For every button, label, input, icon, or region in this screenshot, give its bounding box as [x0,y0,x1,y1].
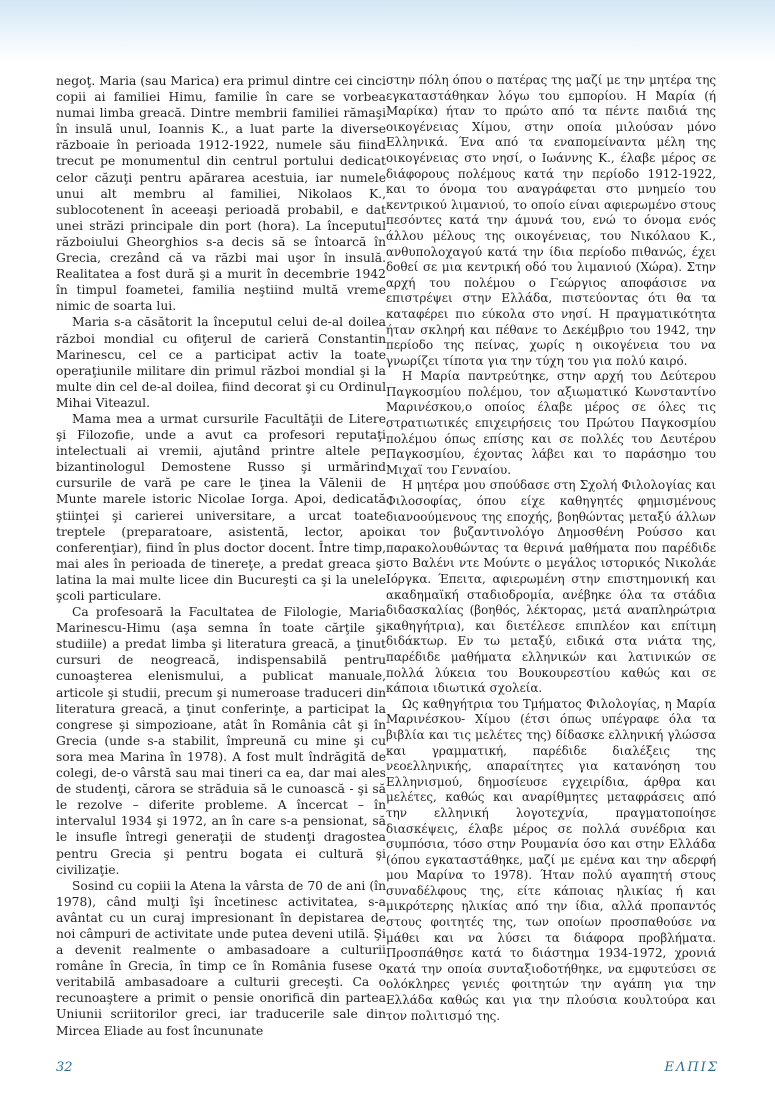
paragraph: negoţ. Maria (sau Marica) era primul dintre cei cinci copii ai familiei Himu, familie în care se vorbea numai limba greacă. Dintre membrii familiei rămaşi în insulă unul, Ioannis K., a luat parte la diverse războaie în perioada 1912-1922, numele său fiind trecut pe monumentul din centrul portului dedicat celor căzuţi pentru apărarea acestuia, iar numele unui alt membru al familiei, Nikolaos K., sublocotenent în aceeaşi perioadă probabil, e dat unei străzi principale din port (hora). La începutul războiului Gheorghios s-a decis să se întoarcă în Grecia, crezând că va răzbi mai uşor în insulă. Realitatea a fost dură şi a murit în decembrie 1942 în timpul foametei, familia neştiind multă vreme nimic de soarta lui. [56,74,386,314]
journal-name: ΕΛΠΙΣ [664,1060,719,1075]
paragraph: Sosind cu copiii la Atena la vârsta de 70 de ani (în 1978), când mulţi îşi încetinesc activitatea, s-a avântat cu un curaj impresionant în depistarea de noi câmpuri de activitate unde putea deveni utilă. Şi a devenit realmente o ambasadoare a culturii române în Grecia, în timp ce în România fusese o veritabilă ambasadoare a culturii greceşti. Ca o recunoaştere a primit o pensie onorifică din partea Uniunii scriitorilor greci, iar traducerile sale din Mircea Eliade au fost încununate [56,878,386,1038]
paragraph: Η μητέρα μου σπούδασε στη Σχολή Φιλολογίας και Φιλοσοφίας, όπου είχε καθηγητές φημισμένους διανοούμενους της εποχής, βοηθώντας μεταξύ άλλων και τον βυζαντινολόγο Δημοσθένη Ρούσσο και παρακολουθώντας τα θερινά μαθήματα που παρέδιδε στο Βαλένι ντε Μούντε ο μεγάλος ιστορικός Νικολάε Ιόργκα. Έπειτα, αφιερωμένη στην επιστημονική και ακαδημαϊκή σταδιοδρομία, ανέβηκε όλα τα στάδια διδασκαλίας (βοηθός, λέκτορας, μετά αναπληρώτρια καθηγήτρια), και διετέλεσε επιπλέον και επίτιμη διδάκτωρ. Εν τω μεταξύ, ειδικά στα νιάτα της, παρέδιδε μαθήματα ελληνικών και λατινικών σε πολλά λύκεια του Βουκουρεστίου καθώς και σε κάποια ιδιωτικά σχολεία. [386,478,716,696]
paragraph: Η Μαρία παντρεύτηκε, στην αρχή του Δεύτερου Παγκοσμίου πολέμου, τον αξιωματικό Κωνσταντίνο Μαρινέσκου,ο οποίος έλαβε μέρος σε όλες τις στρατιωτικές επιχειρήσεις του Πρώτου Παγκοσμίου πολέμου όπως επίσης και σε πολλές του Δευτέρου Παγκοσμίου, έχοντας λάβει και το παράσημο του Μιχαϊ του Γενναίου. [386,369,716,477]
paragraph: Mama mea a urmat cursurile Facultăţii de Litere şi Filozofie, unde a avut ca profesori reputaţi intelectuali ai vremii, ajutând printre altele pe bizantinologul Demostene Russo şi urmărind cursurile de vară pe care le ţinea la Vălenii de Munte marele istoric Nicolae Iorga. Apoi, dedicată ştiinţei şi carierei universitare, a urcat toate treptele (preparatoare, asistentă, lector, apoi conferenţiar), fiind în plus doctor docent. Între timp, mai ales în perioada de tinereţe, a predat greaca şi latina la mai multe licee din Bucureşti ca şi la unele şcoli particulare. [56,411,386,603]
header-band [0,0,775,62]
romanian-text-column [56,73,386,1039]
paragraph: Maria s-a căsătorit la începutul celui de-al doilea război mondial cu ofiţerul de carieră Constantin Marinescu, cel ce a participat activ la toate operaţiunile militare din primul război mondial şi la multe din cel de-al doilea, fiind decorat şi cu Ordinul Mihai Viteazul. [56,315,386,410]
page-number: 32 [56,1060,73,1075]
greek-text-column [386,73,716,1024]
paragraph: Ca profesoară la Facultatea de Filologie, Maria Marinescu-Himu (aşa semna în toate cărţile şi studiile) a predat limba şi literatura greacă, a ţinut cursuri de neogreacă, indispensabilă pentru cunoaşterea elenismului, a publicat manuale, articole şi studii, precum şi numeroase traduceri din literatura greacă, a ţinut conferinţe, a participat la congrese şi simpozioane, atât în România cât şi în Grecia (unde s-a stabilit, împreună cu mine şi cu sora mea Marina în 1978). A fost mult îndrăgită de colegi, de-o vârstă sau mai tineri ca ea, dar mai ales de studenţi, cărora se străduia să le cunoască - şi să le rezolve – diferite probleme. A încercat – în intervalul 1934 şi 1972, an în care s-a pensionat, să le insufle întregi generaţii de studenţi dragostea pentru Grecia şi pentru bogata ei cultură şi civilizaţie. [56,605,386,877]
page-footer [56,1060,719,1078]
paragraph: Ως καθηγήτρια του Τμήματος Φιλολογίας, η Μαρία Μαρινέσκου- Χίμου (έτσι όπως υπέγραφε όλα τα βιβλία και τις μελέτες της) δίδασκε ελληνική γλώσσα και γραμματική, παρέδιδε διαλέξεις της νεοελληνικής, απαραίτητες για κατανόηση του Ελληνισμού, δημοσίευσε εγχειρίδια, άρθρα και μελέτες, καθώς και αναρίθμητες μεταφράσεις από την ελληνική λογοτεχνία, πραγματοποίησε διασκέψεις, έλαβε μέρος σε πολλά συνέδρια και συμπόσια, τόσο στην Ρουμανία όσο και στην Ελλάδα (όπου εγκαταστάθηκε, μαζί με εμένα και την αδερφή μου Μαρίνα το 1978). Ήταν πολύ αγαπητή στους συναδέλφους της, είτε κάποιας ηλικίας ή και μικρότερης ηλικίας από την ίδια, αλλά προπαντός στους φοιτητές της, των οποίων προσπαθούσε να μάθει και να λύσει τα διάφορα προβλήματα. Προσπάθησε κατά το διάστημα 1934-1972, χρονιά κατά την οποία συνταξιοδοτήθηκε, να εμφυτεύσει σε ολόκληρες γενιές φοιτητών την αγάπη για την Ελλάδα καθώς και για την πλούσια κουλτούρα και τον πολιτισμό της. [386,696,716,1023]
paragraph: στην πόλη όπου ο πατέρας της μαζί με την μητέρα της εγκαταστάθηκαν λόγω του εμπορίου. Η Μαρία (ή Μαρίκα) ήταν το πρώτο από τα πέντε παιδιά της οικογένειας Χίμου, στην οποία μιλούσαν μόνο Ελληνικά. Ένα από τα εναπομείναντα μέλη της οικογένειας στο νησί, ο Ιωάννης Κ., έλαβε μέρος σε διάφορους πολέμους κατά την περίοδο 1912-1922, και το όνομα του αναγράφεται στο μνημείο του κεντρικού λιμανιού, το οποίο είναι αφιερωμένο στους πεσόντες κατά την άμυνά του, ενώ το όνομα ενός άλλου μέλους της οικογένειας, του Νικόλαου Κ., ανθυπολοχαγού κατά την ίδια περίοδο πιθανώς, έχει δοθεί σε μια κεντρική οδό του λιμανιού (Χώρα). Στην αρχή του πολέμου ο Γεώργιος αποφάσισε να επιστρέψει στην Ελλάδα, πιστεύοντας ότι θα τα καταφέρει πιο εύκολα στο νησί. Η πραγματικότητα ήταν σκληρή και πέθανε το Δεκέμβριο του 1942, την περίοδο της πείνας, χωρίς η οικογένεια του να γνωρίζει τίποτα για την τύχη του για πολύ καιρό. [386,73,716,368]
